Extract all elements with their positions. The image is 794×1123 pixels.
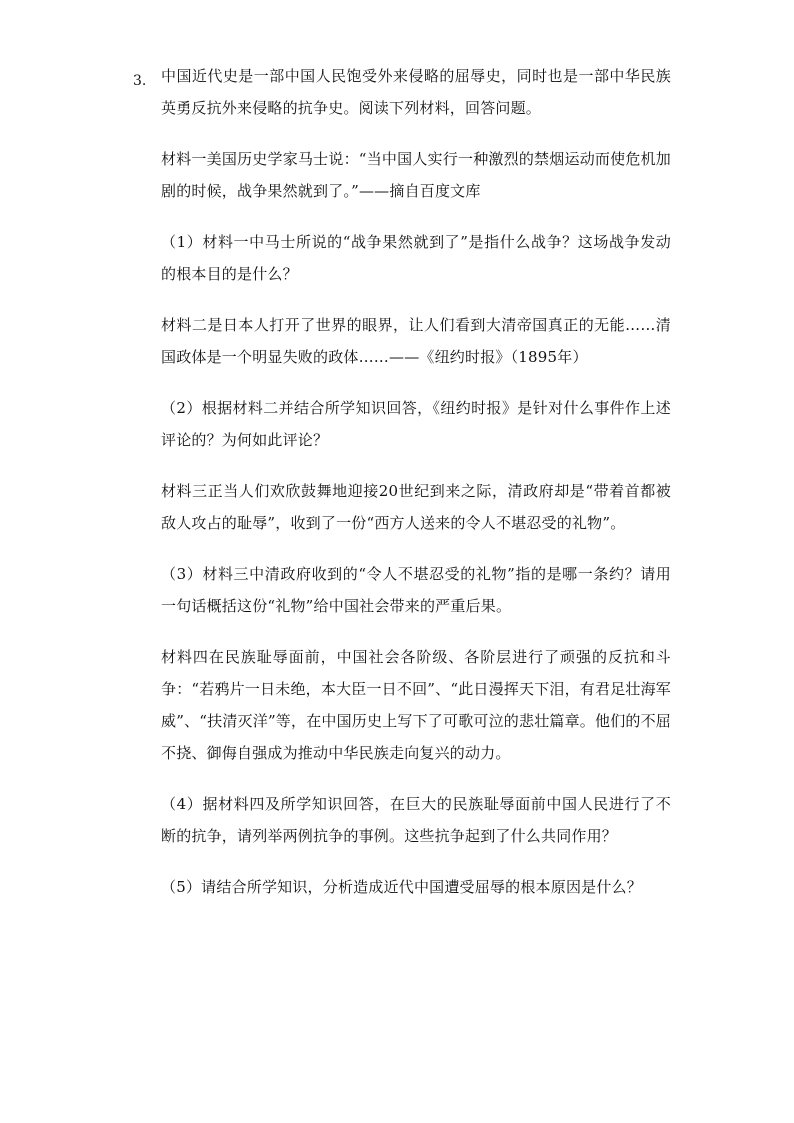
sub-question-4: （4）据材料四及所学知识回答，在巨大的民族耻辱面前中国人民进行了不断的抗争，请列举两例抗争的事例。这些抗争起到了什么共同作用？ <box>161 795 671 845</box>
material-one: 材料一美国历史学家马士说：“当中国人实行一种激烈的禁烟运动而使危机加剧的时候，战争果然就到了。”——摘自百度文库 <box>161 150 671 200</box>
sub-question-5: （5）请结合所学知识，分析造成近代中国遭受屈辱的根本原因是什么？ <box>161 878 642 896</box>
sub-question-1: （1）材料一中马士所说的“战争果然就到了”是指什么战争？这场战争发动的根本目的是什么？ <box>161 233 671 283</box>
material-three: 材料三正当人们欢欣鼓舞地迎接20世纪到来之际，清政府却是“带着首都被敌人攻占的耻辱”，收到了一份“西方人送来的令人不堪忍受的礼物”。 <box>161 482 671 532</box>
material-four: 材料四在民族耻辱面前，中国社会各阶级、各阶层进行了顽强的反抗和斗争：“若鸦片一日未绝，本大臣一日不回”、“此日漫挥天下泪，有君足壮海军威”、“扶清灭洋”等，在中国历史上写下了可歌可泣的悲壮篇章。他们的不屈不挠、御侮自强成为推动中华民族走向复兴的动力。 <box>161 648 672 762</box>
sub-question-3: （3）材料三中清政府收到的“令人不堪忍受的礼物”指的是哪一条约？请用一句话概括这份“礼物”给中国社会带来的严重后果。 <box>161 565 671 615</box>
material-two: 材料二是日本人打开了世界的眼界，让人们看到大清帝国真正的无能……清国政体是一个明显失败的政体……——《纽约时报》（1895年） <box>161 316 671 366</box>
question-intro: 中国近代史是一部中国人民饱受外来侵略的屈辱史，同时也是一部中华民族英勇反抗外来侵略的抗争史。阅读下列材料，回答问题。 <box>161 67 671 117</box>
sub-question-2: （2）根据材料二并结合所学知识回答，《纽约时报》是针对什么事件作上述评论的？为何如此评论？ <box>161 399 671 449</box>
question-content <box>161 60 671 922</box>
question-number: 3. <box>133 73 147 89</box>
